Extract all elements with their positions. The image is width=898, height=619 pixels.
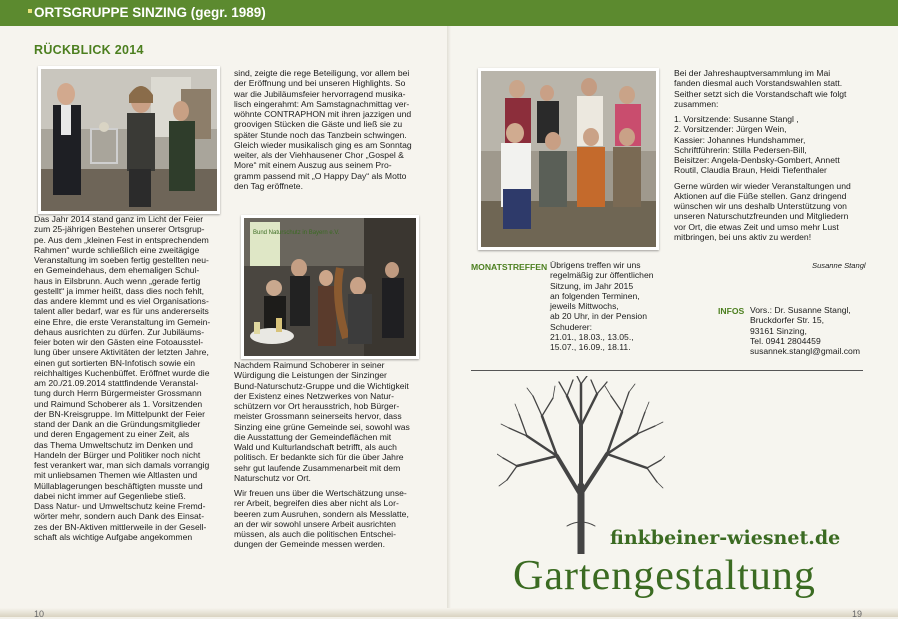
text-line: reichhaltiges Kuchenbüffet. Eröffnet wurde die <box>34 367 210 378</box>
meeting-info-line: Sitzung, im Jahr 2015 <box>550 280 634 291</box>
contact-line: Bruckdorfer Str. 15, <box>750 315 825 326</box>
contact-line: susannek.stangl@gmail.com <box>750 346 860 356</box>
photo-band-performance-image <box>244 218 416 356</box>
board-election-text <box>674 68 874 242</box>
text-line: dungen der Gemeinde messen werden. <box>234 539 385 550</box>
text-line: pe. Aus dem „kleinen Fest in entsprechendem <box>34 234 209 245</box>
infos-contact <box>750 305 870 356</box>
text-line: das Thema Umweltschutz im Denken und <box>34 439 193 450</box>
text-line: später Stunde noch das Tanzbein schwingen. <box>234 129 407 140</box>
text-line: Seither setzt sich die Vorstandschaft wie folgt <box>674 88 847 99</box>
text-line: Gerne würden wir wieder Veranstaltungen und <box>674 180 851 191</box>
text-line: wünschen wir uns deshalb Unterstützung von <box>674 201 847 211</box>
text-line: lung über unsere Aktivitäten der letzten Jahre, <box>34 347 209 358</box>
text-line: Bund-Naturschutz-Gruppe und die Wichtigkeit <box>234 380 409 391</box>
text-line: zum 25-jährigen Bestehen unserer Ortsgrup- <box>34 224 205 235</box>
page-number-right: 19 <box>852 609 863 619</box>
text-line: Nachdem Raimund Schoberer in seiner <box>234 360 385 370</box>
text-line: an der wir sowohl unsere Arbeit ausrichten <box>234 518 396 529</box>
monatstreffen-text <box>550 260 670 352</box>
text-line: einen gut sortierten BN-Infotisch sowie ein <box>34 357 195 368</box>
page-gutter <box>447 26 451 617</box>
text-line: Das Jahr 2014 stand ganz im Licht der Feier <box>34 214 204 224</box>
text-line: sehr gut laufende Zusammenarbeit mit dem <box>234 462 401 473</box>
text-line: Handeln der Bürger und Politiker noch nicht <box>34 449 201 460</box>
text-line: en Gemeindehaus, dem ehemaligen Schul- <box>34 265 200 276</box>
text-line: der BN-Kreisgruppe. Im Mittelpunkt der Feier <box>34 408 205 419</box>
meeting-info-line: Schuderer: <box>550 321 593 332</box>
section-title: RÜCKBLICK 2014 <box>34 43 144 57</box>
text-line: weiter, als der Viehhausener Chor „Gospel & <box>234 150 404 160</box>
text-line: Würdigung die Leistungen der Sinzinger <box>234 370 387 381</box>
photo-opening-ceremony-image <box>41 69 217 211</box>
text-line: gestellt“ ja immer heißt, dass dies noch fehlt, <box>34 285 205 296</box>
text-line: Wir freuen uns über die Wertschätzung unse- <box>234 488 407 498</box>
text-line: Naturschutz vor Ort. <box>234 472 311 483</box>
text-line: am 20./21.09.2014 stattfindende Veranstal- <box>34 378 199 388</box>
text-line: war die Jubiläumsfeier hervorragend musika- <box>234 88 406 99</box>
text-line: Aktionen auf die Füße stellen. Ganz dringend <box>674 190 847 201</box>
text-line: talent aller bedarf, war es für uns andererseits <box>34 306 209 317</box>
text-line: wöhnte CONTRAPHON mit ihren jazzigen und <box>234 109 412 119</box>
monatstreffen-label: MONATSTREFFEN <box>471 262 548 272</box>
text-line: schaft als wichtige Aufgabe angekommen <box>34 531 193 542</box>
contact-line: Tel. 0941 2804459 <box>750 335 821 346</box>
contact-line: Vors.: Dr. Susanne Stangl, <box>750 305 851 315</box>
text-line: der Existenz eines Netzwerkes von Natur- <box>234 390 395 401</box>
header-marker <box>28 9 32 13</box>
text-line: Routil, Claudia Braun, Heidi Tiefenthaler <box>674 165 827 176</box>
contact-line: 93161 Sinzing, <box>750 325 807 336</box>
header-bar <box>0 0 898 26</box>
text-line: und deren Engagement zu einer Zeit, als <box>34 429 190 440</box>
text-line: fanden diesmal auch Vorstandswahlen statt. <box>674 78 843 89</box>
text-line: Kassier: Johannes Hundshammer, <box>674 134 806 145</box>
article-column-2-bottom <box>234 360 428 550</box>
text-line: Beisitzer: Angela-Denbsky-Gombert, Annett <box>674 155 840 165</box>
text-line: More“ mit einem Auszug aus seinem Pro- <box>234 160 392 171</box>
text-line: gramm passend mit „O Happy Day“ als Motto <box>234 170 407 181</box>
text-line: der Eröffnung und bei unseren Highlights. So <box>234 78 406 89</box>
section-divider <box>471 370 863 371</box>
text-line: 1. Vorsitzende: Susanne Stangl , <box>674 114 799 124</box>
page-bottom-edge <box>0 608 898 617</box>
text-line: mitbringen, bei uns aktiv zu werden! <box>674 231 812 242</box>
article-column-2-top <box>234 68 428 191</box>
text-line: feier boten wir den Gästen eine Fotoausstel- <box>34 337 204 347</box>
text-line: und Raimund Schoberer als 1. Vorsitzenden <box>34 398 203 409</box>
text-line: politisch. Er bedankte sich für die über Jahre <box>234 452 404 463</box>
text-line: zusammen: <box>674 98 719 109</box>
meeting-info-line: 21.01., 18.03., 13.05., <box>550 331 634 342</box>
text-line: Gleich wieder musikalisch ging es am Sonntag <box>234 139 412 150</box>
meeting-info-line: regelmäßig zur öffentlichen <box>550 270 654 281</box>
photo-opening-ceremony <box>38 66 220 214</box>
header-title: ORTSGRUPPE SINZING (gegr. 1989) <box>34 5 266 20</box>
photo-band-performance <box>241 215 419 359</box>
text-line: mit unliebsamen Themen wie Altlasten und <box>34 470 198 481</box>
text-line: dabei nicht immer auf Gegenliebe stieß. <box>34 490 186 501</box>
meeting-info-line: 15.07., 16.09., 18.11. <box>550 342 631 352</box>
text-line: dehaus ausrichten zu dürfen. Zur Jubiläums- <box>34 326 205 337</box>
ad-headline: Gartengestaltung <box>513 553 816 599</box>
photo-board-members <box>478 68 659 250</box>
text-line: Rahmen“ wurde schließlich eine zweitägige <box>34 244 200 255</box>
text-line: zes der BN-Aktiven mittlerweile in der Gesell- <box>34 521 207 532</box>
text-line: fest verankert war, man sich damals vorrangig <box>34 460 210 470</box>
text-line: müssen, als auch die politischen Entschei- <box>234 529 396 539</box>
infos-label: INFOS <box>718 306 745 316</box>
text-line: lisch eingerahmt: Am Samstagnachmittag ver- <box>234 98 410 109</box>
text-line: Wald und Kulturlandschaft betrifft, als auch <box>234 442 397 452</box>
meeting-info-line: Übrigens treffen wir uns <box>550 260 641 270</box>
text-line: Dass Natur- und Umweltschutz keine Fremd- <box>34 501 206 511</box>
text-line: die Ausstattung der Gemeindeflächen mit <box>234 431 392 442</box>
text-line: 2. Vorsitzender: Jürgen Wein, <box>674 124 787 135</box>
meeting-info-line: ab 20 Uhr, in der Pension <box>550 311 647 322</box>
text-line: Müllablagerungen beschäftigten musste und <box>34 480 203 491</box>
meeting-info-line: an folgenden Terminen, <box>550 290 640 301</box>
text-line: Schriftführerin: Stilla Pedersen-Bill, <box>674 144 807 155</box>
page-number-left: 10 <box>34 609 45 619</box>
text-line: den Tag eröffnete. <box>234 180 303 191</box>
text-line: beeren zum Ausruhen, sondern als Messlatte, <box>234 508 409 519</box>
text-line: haus in Eilsbrunn. Auch wenn „gerade fertig <box>34 275 201 286</box>
text-line: meister Grossmann seinerseits hervor, dass <box>234 411 402 422</box>
text-line: unseren Naturschutzfreunden und Mitgliedern <box>674 211 849 222</box>
photo-board-members-image <box>481 71 656 247</box>
text-line: Bei der Jahreshauptversammlung im Mai <box>674 68 831 78</box>
text-line: groovigen Stücken die Gäste und ließ sie zu <box>234 119 403 130</box>
article-column-1 <box>34 214 218 542</box>
text-line: sind, zeigte die rege Beteiligung, vor allem bei <box>234 68 410 78</box>
text-line: Veranstaltung im soeben fertig gestellten neu- <box>34 255 209 265</box>
text-line: eine Ehre, die erste Veranstaltung im Gemein- <box>34 316 211 327</box>
text-line: rer Arbeit, begreifen dies aber nicht als Lor- <box>234 498 399 509</box>
text-line: schützern vor Ort herausstrich, hob Bürger- <box>234 401 400 411</box>
ad-website: finkbeiner-wiesnet.de <box>610 527 841 549</box>
text-line: vor Ort, die etwas Zeit und umso mehr Lust <box>674 221 839 232</box>
text-line: tung durch Herrn Bürgermeister Grossmann <box>34 388 202 399</box>
text-line: stand der Dank an die Gründungsmitglieder <box>34 419 201 429</box>
author-signature: Susanne Stangl <box>812 261 866 270</box>
meeting-info-line: jeweils Mittwochs, <box>550 301 619 311</box>
text-line: das andere klemmt und es viel Organisations- <box>34 296 209 306</box>
photo-banner-text: Bund Naturschutz in Bayern e.V. <box>253 230 340 236</box>
text-line: Sinzing eine grüne Gemeinde sei, sowohl was <box>234 421 410 432</box>
text-line: wörter mehr, sondern auch Dank des Einsat- <box>34 511 205 522</box>
